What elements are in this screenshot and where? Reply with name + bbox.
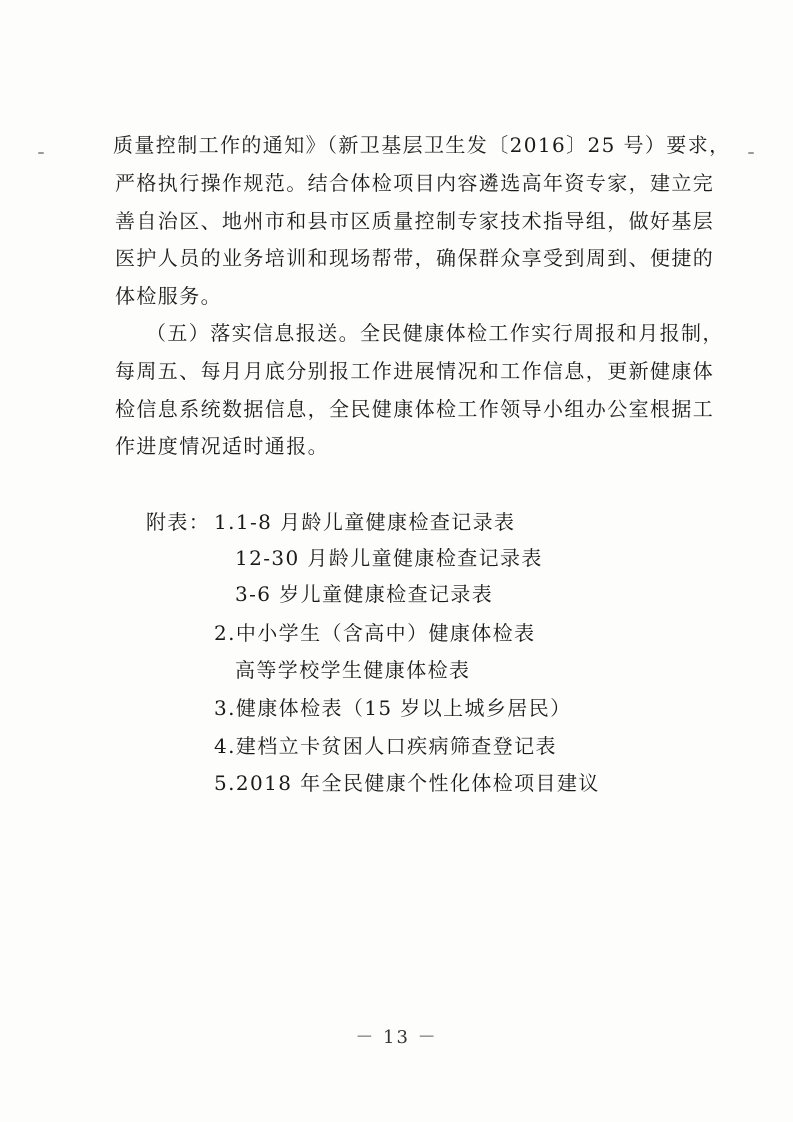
attachment-item: 高等学校学生健康体检表 <box>235 658 471 682</box>
attachment-item: 12-30 月龄儿童健康检查记录表 <box>235 546 543 570</box>
body-line: 体检服务。 <box>115 284 222 308</box>
attachment-item: 1.1-8 月龄儿童健康检查记录表 <box>214 510 516 534</box>
body-line: 质量控制工作的通知》（新卫基层卫生发〔2016〕25 号）要求， <box>113 133 731 157</box>
attachments-label: 附表： <box>146 510 211 534</box>
attachment-item: 4.建档立卡贫困人口疾病筛查登记表 <box>214 734 557 758</box>
attachment-item: 3-6 岁儿童健康检查记录表 <box>235 582 494 606</box>
body-line: 检信息系统数据信息，全民健康体检工作领导小组办公室根据工 <box>115 397 715 421</box>
scan-speck-left <box>38 152 44 154</box>
body-line: 善自治区、地州市和县市区质量控制专家技术指导组，做好基层 <box>115 209 715 233</box>
body-line: （五）落实信息报送。全民健康体检工作实行周报和月报制， <box>146 321 724 345</box>
attachment-item: 5.2018 年全民健康个性化体检项目建议 <box>214 771 600 795</box>
attachment-item: 2.中小学生（含高中）健康体检表 <box>214 621 536 645</box>
attachment-item: 3.健康体检表（15 岁以上城乡居民） <box>214 696 572 720</box>
scan-speck-right <box>748 152 754 154</box>
body-line: 每周五、每月月底分别报工作进展情况和工作信息，更新健康体 <box>115 359 715 383</box>
body-line: 医护人员的业务培训和现场帮带，确保群众享受到周到、便捷的 <box>115 246 715 270</box>
body-line: 作进度情况适时通报。 <box>115 434 329 458</box>
page-number: － 13 － <box>355 1027 438 1048</box>
body-line: 严格执行操作规范。结合体检项目内容遴选高年资专家，建立完 <box>115 171 715 195</box>
